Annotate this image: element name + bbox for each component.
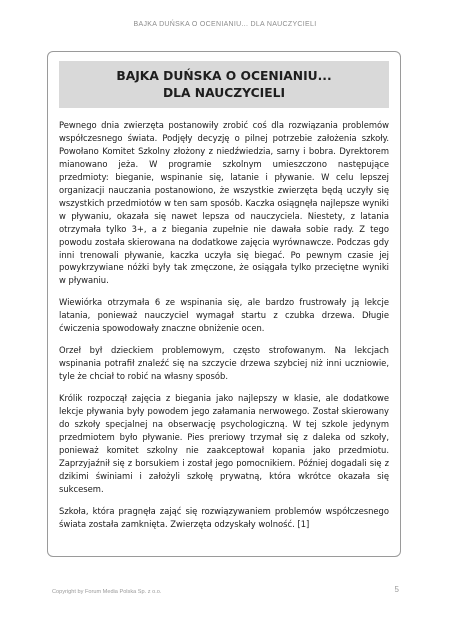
title-line-1: BAJKA DUŃSKA O OCENIANIU...: [116, 68, 332, 83]
paragraph-5: Szkoła, która pragnęła zająć się rozwiązywaniem problemów współczesnego świata została zamknięta. Zwierzęta odzyskały wolność. [1]: [59, 505, 389, 529]
page-title: [116, 68, 331, 102]
running-header: BAJKA DUŃSKA O OCENIANIU... DLA NAUCZYCIELI: [133, 21, 317, 28]
page-number: 5: [394, 585, 399, 594]
paragraph-4: Królik rozpoczął zajęcia z biegania jako najlepszy w klasie, ale dodatkowe lekcje pływania były powodem jego załamania nerwowego. Został skierowany do szkoły specjalnej na obserwację psychologiczną. W tej szkole jedynym przedmiotem było pływanie. Pies preriowy trzymał się z daleka od szkoły, ponieważ komitet szkolny nie zaakceptował kopania jako przedmiotu. Zaprzyjaźnił się z borsukiem i został jego pomocnikiem. Później dogadali się z dzikimi świniami i założyli szkołę prywatną, która wkrótce okazała się sukcesem.: [59, 393, 389, 494]
paragraph-1: Pewnego dnia zwierzęta postanowiły zrobić coś dla rozwiązania problemów współczesnego świata. Podjęły decyzję o pilnej potrzebie założenia szkoły. Powołano Komitet Szkolny złożony z niedźwiedzia, sarny i bobra. Dyrektorem mianowano jeża. W programie szkolnym umieszczono następujące przedmioty: bieganie, wspinanie się, latanie i pływanie. W celu lepszej organizacji nauczania postanowiono, że wszystkie zwierzęta będą uczyły się wszystkich przedmiotów w ten sam sposób. Kaczka osiągnęła najlepsze wyniki w pływaniu, okazała się nawet lepsza od nauczyciela. Niestety, z latania otrzymała tylko 3+, a z biegania zupełnie nie dawała sobie rady. Z tego powodu została skierowana na dodatkowe zajęcia wyrównawcze. Podczas gdy inni trenowali pływanie, kaczka uczyła się biegać. Po pewnym czasie jej powykrzywiane nóżki były tak zmęczone, że osiągała tylko przeciętne wyniki w pływaniu.: [59, 120, 389, 286]
title-line-2: DLA NAUCZYCIELI: [162, 85, 286, 100]
paragraph-3: Orzeł był dzieckiem problemowym, często strofowanym. Na lekcjach wspinania potrafił znaleźć się na szczycie drzewa szybciej niż inni uczniowie, tyle że chciał to robić na własny sposób.: [59, 345, 389, 382]
content-frame: [47, 51, 401, 557]
paragraph-2: Wiewiórka otrzymała 6 ze wspinania się, ale bardzo frustrowały ją lekcje latania, ponieważ nauczyciel wymagał startu z czubka drzewa. Długie ćwiczenia spowodowały znaczne obniżenie ocen.: [59, 297, 389, 334]
article-body: [59, 119, 389, 540]
title-banner: [59, 61, 389, 108]
copyright-notice: Copyright by Forum Media Polska Sp. z o.o.: [52, 589, 162, 595]
